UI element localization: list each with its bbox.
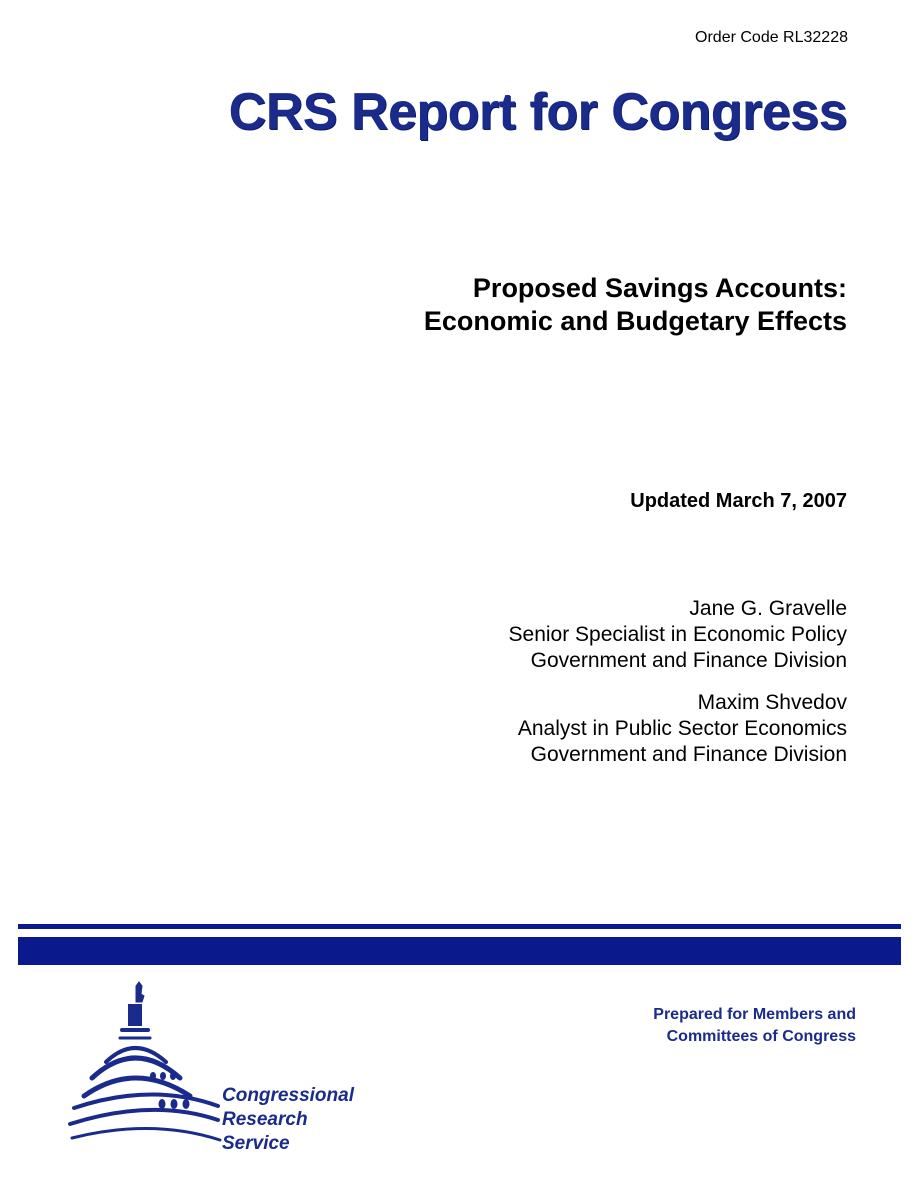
author-name: Maxim Shvedov bbox=[697, 691, 847, 714]
author-position: Senior Specialist in Economic Policy bbox=[508, 623, 847, 646]
updated-date: Updated March 7, 2007 bbox=[630, 490, 847, 512]
author-position: Analyst in Public Sector Economics bbox=[517, 717, 847, 740]
divider-thin bbox=[18, 924, 901, 929]
divider-thick bbox=[18, 937, 901, 965]
prepared-line-2: Committees of Congress bbox=[666, 1028, 856, 1045]
series-title: CRS Report for Congress bbox=[228, 83, 847, 141]
report-title-line-2: Economic and Budgetary Effects bbox=[423, 306, 847, 336]
prepared-line-1: Prepared for Members and bbox=[653, 1006, 856, 1023]
author-division: Government and Finance Division bbox=[530, 743, 847, 766]
report-title bbox=[424, 272, 847, 338]
author-name: Jane G. Gravelle bbox=[689, 597, 847, 620]
prepared-for bbox=[653, 1004, 856, 1048]
author-division: Government and Finance Division bbox=[530, 649, 847, 672]
author-block bbox=[518, 690, 847, 768]
author-block bbox=[509, 596, 847, 674]
logo-line-3: Service bbox=[222, 1133, 290, 1154]
crs-logo-text bbox=[222, 1084, 354, 1156]
logo-line-1: Congressional bbox=[222, 1085, 354, 1106]
capitol-dome-icon bbox=[62, 978, 222, 1158]
order-code: Order Code RL32228 bbox=[695, 29, 848, 46]
logo-line-2: Research bbox=[222, 1109, 308, 1130]
report-title-line-1: Proposed Savings Accounts: bbox=[472, 273, 847, 303]
